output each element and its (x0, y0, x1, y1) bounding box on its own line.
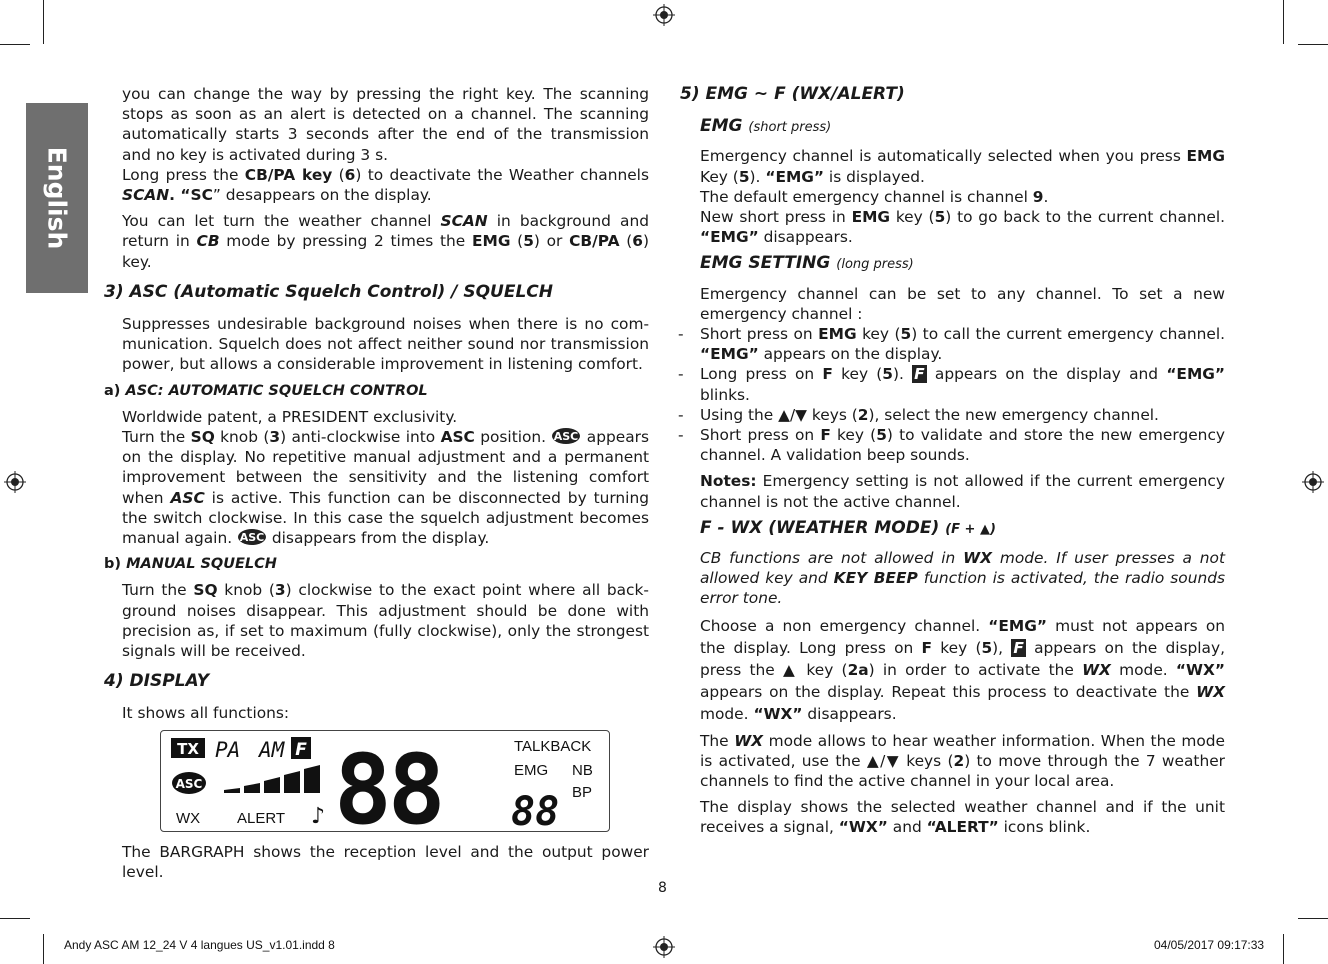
paragraph: The default emergency channel is channel 9. (700, 187, 1049, 206)
registration-mark-icon (1302, 471, 1324, 493)
lcd-bar-1 (224, 788, 240, 793)
lcd-am: AM (259, 737, 285, 762)
lcd-big-digits: 88 (334, 733, 442, 831)
right-column (680, 84, 1225, 844)
asc-icon (237, 528, 267, 546)
crop-mark (43, 0, 44, 44)
paragraph: You can let turn the weather channel SCAN in background and return in CB mode by pressing 2 times the EMG (5) or CB/PA (6) key. (122, 212, 650, 271)
lcd-bar-5 (304, 765, 320, 793)
notes-paragraph: Notes: Emergency setting is not allowed if the current emergency channel is not the active channel. (700, 472, 1225, 511)
paragraph: Emergency channel can be set to any channel. To set a new emergency channel : (700, 284, 1225, 323)
crop-mark (0, 918, 30, 919)
subheading-weather-mode: F - WX (WEATHER MODE) (F + ▲) (700, 517, 996, 538)
left-column (104, 84, 649, 888)
paragraph: New short press in EMG key (5) to go back to the current channel. “EMG” disappears. (700, 208, 1226, 247)
list-item: - Using the ▲/▼ keys (2), select the new emergency channel. (680, 405, 1225, 425)
lcd-display-illustration (160, 730, 610, 832)
crop-mark (1298, 44, 1328, 45)
lcd-graphic (161, 731, 609, 831)
list-item: - Long press on F key (5). F appears on the display and “EMG” blinks. (680, 364, 1225, 404)
lcd-asc: ASC (175, 776, 203, 791)
lcd-bar-3 (264, 777, 280, 793)
list-item: - Short press on F key (5) to validate and store the new emergency channel. A validation beep sounds. (680, 425, 1225, 465)
page-number: 8 (658, 880, 667, 896)
crop-mark (1298, 918, 1328, 919)
paragraph: The display shows the selected weather channel and if the unit receives a signal, “WX” and “ALERT” icons blink. (700, 798, 1225, 837)
lcd-note-icon: ♪ (311, 803, 326, 829)
paragraph: Turn the SQ knob (3) clockwise to the exact point where all back-ground noises disappear. This adjustment should be done with precision as, if set to maximum (fully clockwise), only the strongest signals will be received. (122, 581, 649, 661)
lcd-bar-2 (244, 783, 260, 793)
svg-text:ASC: ASC (239, 531, 265, 545)
section-heading-emg: 5) EMG ~ F (WX/ALERT) (680, 84, 905, 104)
paragraph: Emergency channel is automatically selected when you press EMG Key (5). “EMG” is displayed. (700, 147, 1225, 186)
lcd-wx: WX (176, 809, 201, 827)
asc-icon (551, 427, 581, 445)
paragraph: Turn the SQ knob (3) anti-clockwise into ASC position. ASC appears on the display. No repetitive manual adjustment and a permanent improvement between the sensitivity and the listening comfort when ASC is active. This function can be disconnected by turning the switch clockwise. In this case the squelch adjustment becomes manual again. ASC disappears from the display. (122, 428, 650, 548)
footer-file: Andy ASC AM 12_24 V 4 langues US_v1.01.indd 8 (64, 938, 335, 952)
subheading-asc: a) ASC: AUTOMATIC SQUELCH CONTROL (104, 382, 428, 399)
footer-date: 04/05/2017 09:17:33 (1154, 938, 1265, 952)
section-heading-display: 4) DISPLAY (104, 671, 210, 692)
lcd-f: F (295, 739, 307, 760)
lcd-small-digits: 88 (511, 788, 560, 831)
lcd-talkback: TALKBACK (514, 737, 592, 755)
subheading-emg-setting: EMG SETTING (long press) (700, 253, 914, 274)
paragraph: you can change the way by pressing the right key. The scanning stops as soon as an alert is detected on a channel. The scanning automatically starts 3 seconds after the end of the transmission and no key is activated during 3 s. (122, 85, 649, 164)
list-item: - Short press on EMG key (5) to call the current emergency channel. “EMG” appears on the display. (680, 324, 1225, 364)
language-tab-label: English (42, 146, 72, 250)
lcd-alert: ALERT (237, 809, 286, 827)
paragraph: Worldwide patent, a PRESIDENT exclusivity. (122, 407, 458, 426)
lcd-bp: BP (572, 783, 593, 801)
section-heading-asc: 3) ASC (Automatic Squelch Control) / SQUELCH (104, 281, 553, 302)
crop-mark (1283, 0, 1284, 44)
crop-mark (43, 934, 44, 964)
language-tab (26, 103, 88, 293)
lcd-pa: PA (215, 737, 241, 762)
paragraph: Long press the CB/PA key (6) to deactivate the Weather channels SCAN. “SC” desappears on the display. (122, 165, 649, 205)
paragraph: CB functions are not allowed in WX mode. If user presses a not allowed key and KEY BEEP function is activated, the radio sounds error tone. (700, 549, 1225, 608)
registration-mark-icon (4, 471, 26, 493)
paragraph: Suppresses undesirable background noises when there is no com-munication. Squelch does not affect neither sound nor transmission power, but allows a considerable improvement in listening comfort. (122, 315, 649, 374)
paragraph: It shows all functions: (122, 704, 290, 723)
crop-mark (1283, 934, 1284, 964)
svg-text:ASC: ASC (554, 430, 579, 444)
paragraph: Choose a non emergency channel. “EMG” must not appears on the display. Long press on F key (5), F appears on the display, press the ▲ key (2a) in order to activate the WX mode. “WX” appears on the display. Repeat this process to deactivate the WX mode. “WX” disappears. (700, 616, 1226, 723)
lcd-bar-4 (284, 771, 300, 793)
subheading-manual-squelch: b) MANUAL SQUELCH (104, 556, 277, 573)
lcd-tx: TX (177, 739, 199, 758)
subheading-emg: EMG (short press) (700, 116, 832, 137)
paragraph: The BARGRAPH shows the reception level and the output power level. (122, 842, 649, 881)
registration-mark-icon (653, 4, 675, 26)
lcd-emg: EMG (514, 761, 549, 779)
lcd-nb: NB (572, 761, 593, 779)
registration-mark-icon (653, 936, 675, 958)
paragraph: The WX mode allows to hear weather information. When the mode is activated, use the ▲/▼ keys (2) to move through the 7 weather channels to find the active channel in your local area. (700, 731, 1225, 791)
crop-mark (0, 44, 30, 45)
